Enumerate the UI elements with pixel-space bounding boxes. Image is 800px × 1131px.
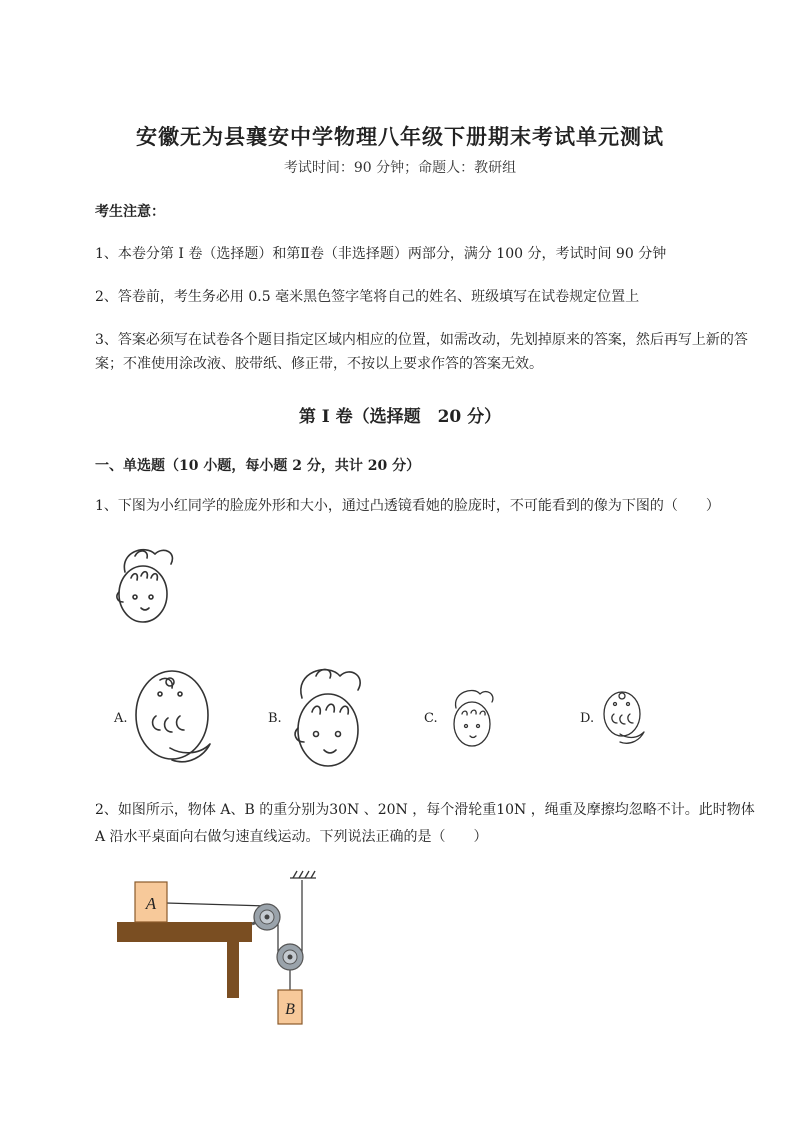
option-c-label: C. bbox=[424, 711, 438, 726]
notice-item-3: 3、答案必须写在试卷各个题目指定区域内相应的位置，如需改动，先划掉原来的答案，然后再写上新的答案；不准使用涂改液、胶带纸、修正带，不按以上要求作答的答案无效。 bbox=[95, 332, 748, 372]
fixed-pulley bbox=[254, 904, 280, 930]
block-b-label: B bbox=[285, 1001, 295, 1018]
notice-item-2: 2、答卷前，考生务必用 0.5 毫米黑色签字笔将自己的姓名、班级填写在试卷规定位置上 bbox=[95, 289, 640, 305]
question-2-text: 2、如图所示，物体 A、B 的重分别为30N 、20N ，每个滑轮重10N ，绳重及摩擦均忽略不计。此时物体 A 沿水平桌面向右做匀速直线运动。下列说法正确的是（ ） bbox=[95, 802, 755, 845]
block-a-label: A bbox=[145, 894, 157, 913]
option-b-face-image bbox=[288, 662, 368, 774]
pulley-system-diagram bbox=[110, 868, 340, 1053]
reference-face-image bbox=[105, 542, 185, 632]
page-title: 安徽无为县襄安中学物理八年级下册期末考试单元测试 bbox=[136, 124, 664, 149]
ceiling-support bbox=[290, 871, 316, 878]
option-b-label: B. bbox=[268, 711, 282, 726]
option-a-face-image bbox=[130, 660, 220, 775]
option-a-label: A. bbox=[114, 711, 128, 726]
part-heading: 一、单选题（10 小题，每小题 2 分，共计 20 分） bbox=[95, 458, 421, 474]
option-d-face-image bbox=[598, 684, 648, 750]
option-d-label: D. bbox=[580, 711, 595, 726]
notice-item-1: 1、本卷分第 I 卷（选择题）和第Ⅱ卷（非选择题）两部分，满分 100 分，考试时间 90 分钟 bbox=[95, 246, 667, 262]
movable-pulley bbox=[277, 944, 303, 970]
table-top bbox=[117, 922, 252, 942]
table-leg bbox=[227, 942, 239, 998]
question-1-text: 1、下图为小红同学的脸庞外形和大小，通过凸透镜看她的脸庞时，不可能看到的像为下图的（ ） bbox=[95, 498, 720, 514]
exam-info: 考试时间：90 分钟；命题人：教研组 bbox=[283, 160, 517, 176]
option-c-face-image bbox=[446, 686, 498, 750]
notice-heading: 考生注意： bbox=[95, 204, 165, 220]
section-title: 第 I 卷（选择题 20 分） bbox=[298, 407, 502, 427]
